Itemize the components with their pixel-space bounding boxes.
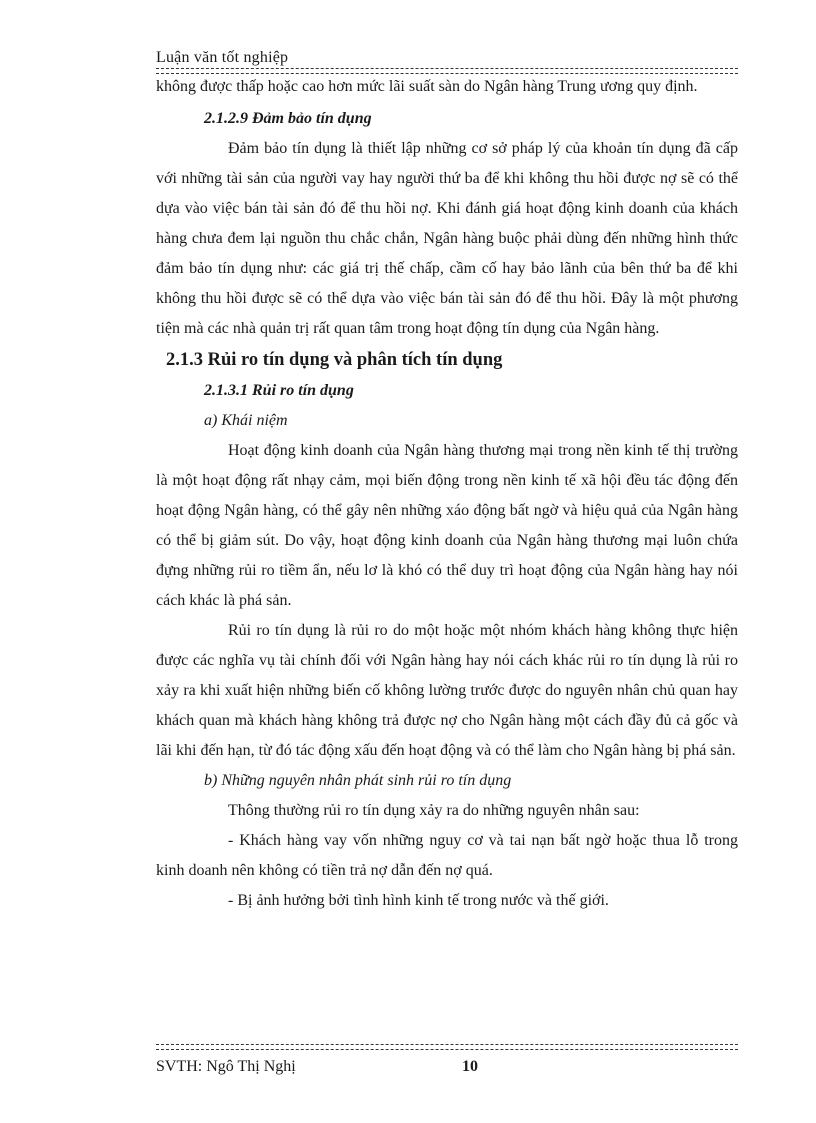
footer-divider: [156, 1044, 738, 1050]
page-number: 10: [462, 1058, 478, 1075]
paragraph-dam-bao-tin-dung: Đảm bảo tín dụng là thiết lập những cơ sở pháp lý của khoản tín dụng đã cấp với những tài sản của người vay hay người thứ ba để khi không thu hồi được nợ sẽ có thể dựa vào việc bán tài sản đó để thu hồi nợ. Khi đánh giá hoạt động kinh doanh của khách hàng chưa đem lại nguồn thu chắc chắn, Ngân hàng buộc phải dùng đến những hình thức đảm bảo tín dụng như: các giá trị thế chấp, cầm cố hay bảo lãnh của bên thứ ba để khi không thu hồi được sẽ có thể dựa vào việc bán tài sản đó để thu hồi. Đây là một phương tiện mà các nhà quản trị rất quan tâm trong hoạt động tín dụng của Ngân hàng.: [156, 140, 738, 337]
paragraph-rui-ro: Rủi ro tín dụng là rủi ro do một hoặc một nhóm khách hàng không thực hiện được các nghĩa vụ tài chính đối với Ngân hàng hay nói cách khác rủi ro tín dụng là rủi ro xảy ra khi xuất hiện những biến cố không lường trước được do nguyên nhân chủ quan hay khách quan mà khách hàng không trả được nợ cho Ngân hàng một cách đầy đủ cả gốc và lãi khi đến hạn, từ đó tác động xấu đến hoạt động và có thể làm cho Ngân hàng bị phá sản.: [156, 622, 738, 759]
heading-2-1-3: 2.1.3 Rủi ro tín dụng và phân tích tín dụng: [166, 350, 503, 370]
heading-2-1-2-9: 2.1.2.9 Đảm bảo tín dụng: [204, 110, 372, 127]
heading-b-nguyen-nhan: b) Những nguyên nhân phát sinh rủi ro tín dụng: [204, 772, 512, 789]
paragraph-continued: không được thấp hoặc cao hơn mức lãi suất sàn do Ngân hàng Trung ương quy định.: [156, 78, 698, 95]
list-item-1: - Khách hàng vay vốn những nguy cơ và tai nạn bất ngờ hoặc thua lỗ trong kinh doanh nên không có tiền trả nợ dẫn đến nợ quá.: [156, 832, 738, 879]
document-body: [156, 72, 738, 916]
footer-author: SVTH: Ngô Thị Nghị: [156, 1058, 296, 1075]
list-item-2: - Bị ảnh hưởng bởi tình hình kinh tế trong nước và thế giới.: [228, 892, 609, 909]
paragraph-hoat-dong: Hoạt động kinh doanh của Ngân hàng thương mại trong nền kinh tế thị trường là một hoạt động rất nhạy cảm, mọi biến động trong nền kinh tế xã hội đều tác động đến hoạt động Ngân hàng, có thể gây nên những xáo động bất ngờ và hiệu quả của Ngân hàng có thể bị giảm sút. Do vậy, hoạt động kinh doanh của Ngân hàng thương mại luôn chứa đựng những rủi ro tiềm ẩn, nếu lơ là khó có thể duy trì hoạt động của Ngân hàng hay nói cách khác là phá sản.: [156, 442, 738, 609]
heading-a-khai-niem: a) Khái niệm: [204, 412, 288, 429]
header-title: Luận văn tốt nghiệp: [156, 49, 289, 66]
heading-2-1-3-1: 2.1.3.1 Rủi ro tín dụng: [204, 382, 354, 399]
paragraph-thong-thuong: Thông thường rủi ro tín dụng xảy ra do những nguyên nhân sau:: [228, 802, 640, 819]
